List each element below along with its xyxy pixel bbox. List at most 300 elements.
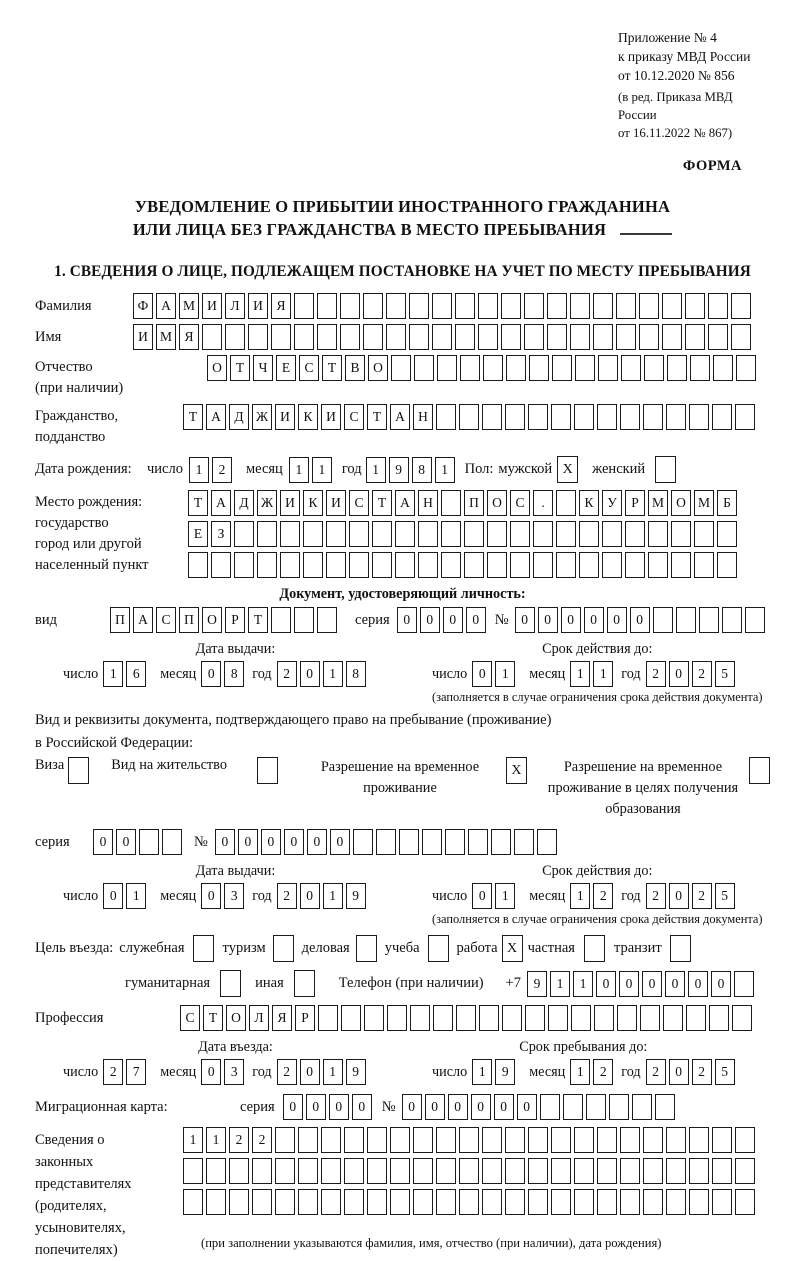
char-cell[interactable]: М [648, 490, 668, 516]
char-cell[interactable] [395, 552, 415, 578]
char-cell[interactable]: Б [717, 490, 737, 516]
char-cell[interactable] [547, 324, 567, 350]
residence-permit-checkbox[interactable] [257, 757, 278, 784]
char-cell[interactable]: 0 [711, 971, 731, 997]
char-cell[interactable] [422, 829, 442, 855]
char-cell[interactable]: 9 [346, 883, 366, 909]
char-cell[interactable] [413, 1158, 433, 1184]
char-cell[interactable]: 1 [435, 457, 455, 483]
char-cell[interactable] [602, 552, 622, 578]
char-cell[interactable] [459, 1158, 479, 1184]
char-cell[interactable]: И [280, 490, 300, 516]
char-cell[interactable] [321, 1189, 341, 1215]
char-cell[interactable]: 1 [312, 457, 332, 483]
char-cell[interactable] [699, 607, 719, 633]
char-cell[interactable] [363, 324, 383, 350]
char-cell[interactable]: 0 [306, 1094, 326, 1120]
char-cell[interactable]: О [226, 1005, 246, 1031]
char-cell[interactable]: М [156, 324, 176, 350]
char-cell[interactable]: И [248, 293, 268, 319]
char-cell[interactable] [464, 552, 484, 578]
char-cell[interactable] [275, 1127, 295, 1153]
char-cell[interactable]: 2 [692, 1059, 712, 1085]
char-cell[interactable]: 0 [352, 1094, 372, 1120]
char-cell[interactable] [570, 293, 590, 319]
char-cell[interactable] [487, 552, 507, 578]
char-cell[interactable] [551, 1127, 571, 1153]
char-cell[interactable] [598, 355, 618, 381]
char-cell[interactable]: 0 [471, 1094, 491, 1120]
purpose-humanitarian-checkbox[interactable] [220, 970, 241, 997]
char-cell[interactable] [409, 293, 429, 319]
char-cell[interactable] [139, 829, 159, 855]
char-cell[interactable] [326, 552, 346, 578]
char-cell[interactable]: 0 [420, 607, 440, 633]
char-cell[interactable]: 1 [570, 1059, 590, 1085]
char-cell[interactable] [602, 521, 622, 547]
char-cell[interactable]: П [110, 607, 130, 633]
char-cell[interactable]: 0 [261, 829, 281, 855]
char-cell[interactable] [579, 552, 599, 578]
char-cell[interactable] [344, 1158, 364, 1184]
char-cell[interactable] [413, 1189, 433, 1215]
char-cell[interactable]: 0 [669, 883, 689, 909]
char-cell[interactable] [575, 355, 595, 381]
char-cell[interactable]: 5 [715, 1059, 735, 1085]
char-cell[interactable] [280, 521, 300, 547]
char-cell[interactable] [183, 1189, 203, 1215]
char-cell[interactable]: А [395, 490, 415, 516]
char-cell[interactable] [455, 324, 475, 350]
char-cell[interactable] [597, 1127, 617, 1153]
char-cell[interactable] [399, 829, 419, 855]
char-cell[interactable]: И [133, 324, 153, 350]
char-cell[interactable] [686, 1005, 706, 1031]
char-cell[interactable] [234, 552, 254, 578]
char-cell[interactable] [275, 1158, 295, 1184]
char-cell[interactable] [731, 324, 751, 350]
char-cell[interactable] [464, 521, 484, 547]
char-cell[interactable] [712, 404, 732, 430]
char-cell[interactable] [479, 1005, 499, 1031]
char-cell[interactable]: 2 [212, 457, 232, 483]
char-cell[interactable] [234, 521, 254, 547]
char-cell[interactable] [433, 1005, 453, 1031]
char-cell[interactable] [317, 293, 337, 319]
char-cell[interactable]: 0 [300, 883, 320, 909]
char-cell[interactable]: И [321, 404, 341, 430]
char-cell[interactable] [459, 404, 479, 430]
char-cell[interactable] [689, 1189, 709, 1215]
char-cell[interactable]: 1 [495, 883, 515, 909]
char-cell[interactable]: 1 [573, 971, 593, 997]
char-cell[interactable]: 0 [307, 829, 327, 855]
char-cell[interactable]: 0 [494, 1094, 514, 1120]
char-cell[interactable] [183, 1158, 203, 1184]
temp-residence-edu-checkbox[interactable] [749, 757, 770, 784]
char-cell[interactable]: 0 [329, 1094, 349, 1120]
char-cell[interactable]: Т [203, 1005, 223, 1031]
char-cell[interactable]: Е [188, 521, 208, 547]
char-cell[interactable] [298, 1189, 318, 1215]
char-cell[interactable] [597, 404, 617, 430]
char-cell[interactable] [640, 1005, 660, 1031]
char-cell[interactable]: 0 [116, 829, 136, 855]
char-cell[interactable] [271, 324, 291, 350]
char-cell[interactable] [547, 293, 567, 319]
char-cell[interactable]: 1 [323, 883, 343, 909]
char-cell[interactable]: В [345, 355, 365, 381]
char-cell[interactable] [616, 324, 636, 350]
char-cell[interactable] [689, 1127, 709, 1153]
char-cell[interactable] [735, 1158, 755, 1184]
char-cell[interactable]: Ч [253, 355, 273, 381]
char-cell[interactable]: Р [225, 607, 245, 633]
char-cell[interactable]: Д [229, 404, 249, 430]
char-cell[interactable] [344, 1189, 364, 1215]
char-cell[interactable] [666, 404, 686, 430]
char-cell[interactable]: 1 [189, 457, 209, 483]
char-cell[interactable] [505, 1158, 525, 1184]
char-cell[interactable] [317, 607, 337, 633]
char-cell[interactable] [410, 1005, 430, 1031]
char-cell[interactable] [621, 355, 641, 381]
char-cell[interactable]: 1 [472, 1059, 492, 1085]
char-cell[interactable] [514, 829, 534, 855]
char-cell[interactable] [436, 1158, 456, 1184]
char-cell[interactable]: 6 [126, 661, 146, 687]
char-cell[interactable] [478, 324, 498, 350]
char-cell[interactable]: 1 [126, 883, 146, 909]
char-cell[interactable] [712, 1158, 732, 1184]
char-cell[interactable]: А [156, 293, 176, 319]
sex-female-checkbox[interactable] [655, 456, 676, 483]
char-cell[interactable]: 2 [103, 1059, 123, 1085]
char-cell[interactable] [690, 355, 710, 381]
char-cell[interactable]: 2 [277, 1059, 297, 1085]
char-cell[interactable] [579, 521, 599, 547]
char-cell[interactable]: 0 [688, 971, 708, 997]
purpose-tourism-checkbox[interactable] [273, 935, 294, 962]
char-cell[interactable]: 0 [283, 1094, 303, 1120]
purpose-private-checkbox[interactable] [584, 935, 605, 962]
char-cell[interactable] [211, 552, 231, 578]
char-cell[interactable]: 1 [366, 457, 386, 483]
char-cell[interactable] [620, 404, 640, 430]
char-cell[interactable] [229, 1158, 249, 1184]
char-cell[interactable]: 0 [448, 1094, 468, 1120]
char-cell[interactable]: Т [183, 404, 203, 430]
char-cell[interactable] [162, 829, 182, 855]
char-cell[interactable] [689, 1158, 709, 1184]
char-cell[interactable] [491, 829, 511, 855]
char-cell[interactable]: Т [322, 355, 342, 381]
char-cell[interactable] [271, 607, 291, 633]
char-cell[interactable] [390, 1189, 410, 1215]
char-cell[interactable]: 1 [206, 1127, 226, 1153]
char-cell[interactable] [745, 607, 765, 633]
char-cell[interactable]: 0 [300, 1059, 320, 1085]
char-cell[interactable] [298, 1158, 318, 1184]
char-cell[interactable] [418, 521, 438, 547]
char-cell[interactable]: Н [418, 490, 438, 516]
char-cell[interactable]: 1 [103, 661, 123, 687]
char-cell[interactable] [625, 521, 645, 547]
char-cell[interactable] [202, 324, 222, 350]
char-cell[interactable] [586, 1094, 606, 1120]
char-cell[interactable]: О [487, 490, 507, 516]
char-cell[interactable] [510, 521, 530, 547]
char-cell[interactable]: 0 [472, 661, 492, 687]
char-cell[interactable]: 9 [346, 1059, 366, 1085]
char-cell[interactable]: А [133, 607, 153, 633]
char-cell[interactable]: А [206, 404, 226, 430]
char-cell[interactable]: Л [225, 293, 245, 319]
char-cell[interactable]: П [179, 607, 199, 633]
char-cell[interactable]: Л [249, 1005, 269, 1031]
char-cell[interactable]: 0 [402, 1094, 422, 1120]
char-cell[interactable] [321, 1127, 341, 1153]
char-cell[interactable]: М [179, 293, 199, 319]
char-cell[interactable]: 0 [215, 829, 235, 855]
char-cell[interactable]: 0 [466, 607, 486, 633]
char-cell[interactable] [505, 1127, 525, 1153]
char-cell[interactable] [620, 1189, 640, 1215]
char-cell[interactable] [390, 1158, 410, 1184]
char-cell[interactable]: А [390, 404, 410, 430]
char-cell[interactable] [501, 293, 521, 319]
char-cell[interactable] [722, 607, 742, 633]
char-cell[interactable] [502, 1005, 522, 1031]
char-cell[interactable]: 1 [570, 883, 590, 909]
char-cell[interactable] [505, 1189, 525, 1215]
char-cell[interactable] [225, 324, 245, 350]
char-cell[interactable]: 0 [607, 607, 627, 633]
char-cell[interactable]: С [349, 490, 369, 516]
char-cell[interactable] [432, 324, 452, 350]
char-cell[interactable] [625, 552, 645, 578]
char-cell[interactable]: 2 [229, 1127, 249, 1153]
purpose-other-checkbox[interactable] [294, 970, 315, 997]
char-cell[interactable]: О [202, 607, 222, 633]
char-cell[interactable] [340, 293, 360, 319]
char-cell[interactable] [594, 1005, 614, 1031]
char-cell[interactable] [487, 521, 507, 547]
char-cell[interactable] [248, 324, 268, 350]
char-cell[interactable]: 8 [346, 661, 366, 687]
char-cell[interactable]: 1 [495, 661, 515, 687]
char-cell[interactable] [620, 1158, 640, 1184]
char-cell[interactable] [387, 1005, 407, 1031]
char-cell[interactable]: 2 [593, 883, 613, 909]
char-cell[interactable] [685, 293, 705, 319]
char-cell[interactable]: 0 [642, 971, 662, 997]
char-cell[interactable] [709, 1005, 729, 1031]
char-cell[interactable]: 0 [669, 661, 689, 687]
char-cell[interactable] [632, 1094, 652, 1120]
char-cell[interactable] [303, 521, 323, 547]
char-cell[interactable]: А [211, 490, 231, 516]
char-cell[interactable] [694, 521, 714, 547]
char-cell[interactable]: 0 [538, 607, 558, 633]
char-cell[interactable] [341, 1005, 361, 1031]
char-cell[interactable] [551, 1189, 571, 1215]
char-cell[interactable] [671, 552, 691, 578]
purpose-transit-checkbox[interactable] [670, 935, 691, 962]
char-cell[interactable]: 2 [277, 883, 297, 909]
char-cell[interactable]: 9 [495, 1059, 515, 1085]
char-cell[interactable]: 0 [561, 607, 581, 633]
char-cell[interactable]: Т [188, 490, 208, 516]
char-cell[interactable] [662, 324, 682, 350]
char-cell[interactable]: 3 [224, 883, 244, 909]
char-cell[interactable]: И [326, 490, 346, 516]
char-cell[interactable] [685, 324, 705, 350]
char-cell[interactable] [616, 293, 636, 319]
char-cell[interactable] [386, 293, 406, 319]
char-cell[interactable] [644, 355, 664, 381]
char-cell[interactable]: О [368, 355, 388, 381]
char-cell[interactable]: 0 [201, 883, 221, 909]
char-cell[interactable]: 0 [630, 607, 650, 633]
char-cell[interactable] [708, 324, 728, 350]
char-cell[interactable]: 0 [515, 607, 535, 633]
char-cell[interactable] [505, 404, 525, 430]
char-cell[interactable] [617, 1005, 637, 1031]
char-cell[interactable]: Р [295, 1005, 315, 1031]
char-cell[interactable] [340, 324, 360, 350]
purpose-business-checkbox[interactable] [356, 935, 377, 962]
char-cell[interactable] [732, 1005, 752, 1031]
char-cell[interactable] [414, 355, 434, 381]
char-cell[interactable] [298, 1127, 318, 1153]
char-cell[interactable] [639, 324, 659, 350]
char-cell[interactable] [551, 404, 571, 430]
char-cell[interactable]: 0 [201, 661, 221, 687]
char-cell[interactable] [597, 1158, 617, 1184]
char-cell[interactable] [648, 521, 668, 547]
char-cell[interactable] [441, 490, 461, 516]
char-cell[interactable] [188, 552, 208, 578]
char-cell[interactable] [712, 1127, 732, 1153]
char-cell[interactable]: Р [625, 490, 645, 516]
char-cell[interactable] [609, 1094, 629, 1120]
char-cell[interactable] [713, 355, 733, 381]
char-cell[interactable] [353, 829, 373, 855]
char-cell[interactable] [252, 1158, 272, 1184]
char-cell[interactable]: Т [367, 404, 387, 430]
char-cell[interactable] [663, 1005, 683, 1031]
char-cell[interactable] [653, 607, 673, 633]
char-cell[interactable]: 1 [570, 661, 590, 687]
char-cell[interactable] [529, 355, 549, 381]
char-cell[interactable] [676, 607, 696, 633]
char-cell[interactable] [528, 1127, 548, 1153]
char-cell[interactable]: К [298, 404, 318, 430]
char-cell[interactable] [662, 293, 682, 319]
char-cell[interactable] [570, 324, 590, 350]
char-cell[interactable] [367, 1158, 387, 1184]
char-cell[interactable] [528, 1158, 548, 1184]
char-cell[interactable] [648, 552, 668, 578]
char-cell[interactable]: Ф [133, 293, 153, 319]
char-cell[interactable]: О [207, 355, 227, 381]
char-cell[interactable] [456, 1005, 476, 1031]
char-cell[interactable] [436, 1189, 456, 1215]
char-cell[interactable] [666, 1127, 686, 1153]
char-cell[interactable] [528, 1189, 548, 1215]
char-cell[interactable]: 2 [277, 661, 297, 687]
char-cell[interactable]: 0 [472, 883, 492, 909]
char-cell[interactable]: 2 [646, 1059, 666, 1085]
char-cell[interactable] [537, 829, 557, 855]
char-cell[interactable]: 0 [330, 829, 350, 855]
char-cell[interactable]: К [579, 490, 599, 516]
char-cell[interactable] [524, 293, 544, 319]
char-cell[interactable] [326, 521, 346, 547]
char-cell[interactable]: 2 [692, 883, 712, 909]
char-cell[interactable]: 8 [412, 457, 432, 483]
char-cell[interactable] [413, 1127, 433, 1153]
char-cell[interactable] [252, 1189, 272, 1215]
char-cell[interactable] [731, 293, 751, 319]
char-cell[interactable] [643, 1158, 663, 1184]
char-cell[interactable]: С [156, 607, 176, 633]
char-cell[interactable] [409, 324, 429, 350]
char-cell[interactable] [671, 521, 691, 547]
char-cell[interactable] [525, 1005, 545, 1031]
char-cell[interactable] [482, 404, 502, 430]
char-cell[interactable] [478, 293, 498, 319]
char-cell[interactable] [275, 1189, 295, 1215]
char-cell[interactable] [294, 607, 314, 633]
char-cell[interactable] [689, 404, 709, 430]
char-cell[interactable] [552, 355, 572, 381]
char-cell[interactable]: 0 [443, 607, 463, 633]
char-cell[interactable] [257, 521, 277, 547]
char-cell[interactable]: 8 [224, 661, 244, 687]
char-cell[interactable] [468, 829, 488, 855]
char-cell[interactable] [257, 552, 277, 578]
char-cell[interactable] [666, 1158, 686, 1184]
char-cell[interactable]: С [180, 1005, 200, 1031]
char-cell[interactable] [639, 293, 659, 319]
char-cell[interactable] [459, 1127, 479, 1153]
char-cell[interactable] [533, 521, 553, 547]
char-cell[interactable] [666, 1189, 686, 1215]
char-cell[interactable]: З [211, 521, 231, 547]
char-cell[interactable] [563, 1094, 583, 1120]
char-cell[interactable] [445, 829, 465, 855]
char-cell[interactable]: 0 [238, 829, 258, 855]
char-cell[interactable] [367, 1189, 387, 1215]
char-cell[interactable]: 1 [183, 1127, 203, 1153]
char-cell[interactable] [571, 1005, 591, 1031]
char-cell[interactable]: К [303, 490, 323, 516]
char-cell[interactable] [436, 1127, 456, 1153]
char-cell[interactable] [501, 324, 521, 350]
char-cell[interactable]: 1 [289, 457, 309, 483]
char-cell[interactable] [349, 552, 369, 578]
char-cell[interactable] [432, 293, 452, 319]
char-cell[interactable]: С [344, 404, 364, 430]
char-cell[interactable] [717, 552, 737, 578]
char-cell[interactable] [441, 521, 461, 547]
char-cell[interactable] [506, 355, 526, 381]
char-cell[interactable]: Ж [257, 490, 277, 516]
char-cell[interactable]: 2 [593, 1059, 613, 1085]
char-cell[interactable] [528, 404, 548, 430]
